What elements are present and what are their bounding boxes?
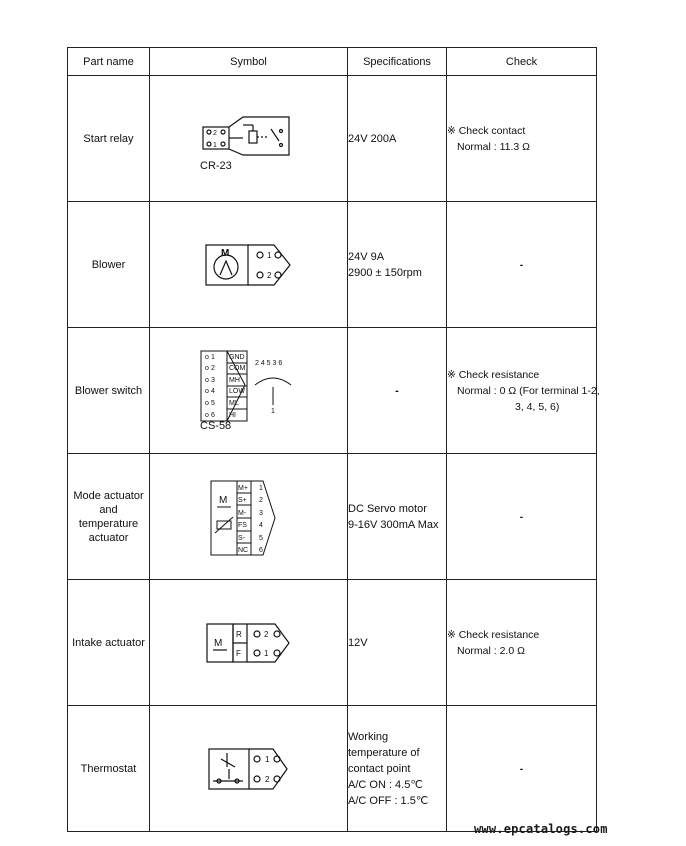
spec-line: contact point	[348, 762, 411, 775]
spec-line: 24V 9A	[348, 250, 385, 263]
symbol-cell	[150, 454, 348, 580]
spec-line: 24V 200A	[348, 132, 397, 145]
table-row	[68, 580, 597, 706]
check-line: ※ Check resistance	[447, 628, 540, 641]
pin-label: FS	[237, 521, 247, 529]
blower-switch-symbol	[199, 349, 299, 423]
check-line: -	[519, 510, 524, 523]
pin-number: 1	[263, 648, 268, 658]
spec-line: A/C ON : 4.5℃	[348, 778, 423, 791]
svg-text:o: o	[204, 376, 209, 384]
symbol-cell	[150, 706, 348, 832]
spec-cell	[348, 76, 447, 202]
svg-text:o: o	[204, 399, 209, 407]
part-name-cell	[68, 202, 150, 328]
spec-line: 12V	[348, 636, 368, 649]
symbol-caption: CS-58	[200, 420, 232, 432]
spec-line: temperature of	[348, 746, 420, 759]
pin-number: 3	[258, 509, 263, 517]
symbol-cell	[150, 328, 348, 454]
spec-cell	[348, 454, 447, 580]
svg-text:1: 1	[266, 250, 271, 260]
part-name-cell	[68, 76, 150, 202]
terminal-label: 5	[210, 399, 215, 407]
terminal-label: 4	[210, 387, 215, 395]
header-specifications: Specifications	[348, 48, 447, 76]
pin-number: 2	[263, 629, 268, 639]
check-line: Normal : 2.0 Ω	[457, 644, 525, 657]
motor-letter: M	[218, 494, 227, 506]
switch-label: GND	[228, 353, 245, 361]
symbol-caption: CR-23	[200, 160, 232, 172]
thermostat-symbol	[207, 747, 291, 791]
header-symbol: Symbol	[150, 48, 348, 76]
part-name: Thermostat	[80, 762, 137, 775]
spec-line: -	[395, 384, 399, 397]
switch-pointer-label: 1	[270, 407, 275, 415]
svg-text:o: o	[204, 353, 209, 361]
pin-number: 6	[258, 546, 263, 554]
switch-label: MH	[228, 376, 240, 384]
check-cell	[447, 706, 597, 832]
spec-cell	[348, 706, 447, 832]
blower-symbol	[204, 243, 294, 287]
table-header-row	[68, 48, 597, 76]
spec-line: A/C OFF : 1.5℃	[348, 794, 429, 807]
header-check: Check	[447, 48, 597, 76]
part-name: Blower switch	[74, 384, 143, 397]
motor-letter: M	[213, 637, 222, 649]
pin-number: 4	[258, 521, 263, 529]
switch-label: LOW	[228, 387, 245, 395]
part-name: Blower	[91, 258, 126, 271]
svg-text:2: 2	[264, 774, 269, 784]
part-name-cell	[68, 706, 150, 832]
check-line: Normal : 11.3 Ω	[457, 140, 531, 153]
watermark: www.epcatalogs.com	[474, 822, 608, 836]
part-name-line: and	[99, 503, 118, 516]
svg-text:o: o	[204, 364, 209, 372]
check-cell	[447, 580, 597, 706]
spec-line: 9-16V 300mA Max	[348, 518, 439, 531]
svg-text:o: o	[204, 387, 209, 395]
check-line: Normal : 0 Ω (For terminal 1-2,	[457, 384, 600, 397]
table-row	[68, 202, 597, 328]
part-name-cell	[68, 454, 150, 580]
symbol-cell	[150, 580, 348, 706]
spec-cell	[348, 202, 447, 328]
pin-label: M+	[237, 484, 248, 492]
svg-text:o: o	[204, 411, 209, 419]
motor-letter: M	[220, 247, 229, 259]
pin-number: 5	[258, 534, 263, 542]
intake-actuator-symbol	[205, 622, 293, 664]
pin-label: F	[235, 648, 241, 658]
symbol-cell	[150, 202, 348, 328]
switch-label: COM	[228, 364, 245, 372]
part-name-cell	[68, 580, 150, 706]
svg-text:2: 2	[266, 270, 271, 280]
check-line: -	[519, 762, 524, 775]
check-line: ※ Check contact	[447, 124, 526, 137]
table-row	[68, 76, 597, 202]
symbol-cell	[150, 76, 348, 202]
pin-label: R	[235, 629, 242, 639]
pin-label: NC	[237, 546, 248, 554]
header-part-name: Part name	[68, 48, 150, 76]
part-name-line: temperature	[78, 517, 139, 530]
terminal-label: 6	[210, 411, 215, 419]
part-name-line: actuator	[88, 531, 129, 544]
pin-label: S-	[237, 534, 245, 542]
pin-label: S+	[237, 496, 247, 504]
spec-line: Working	[348, 730, 389, 743]
part-name: Start relay	[83, 132, 134, 145]
part-name-cell	[68, 328, 150, 454]
table-row	[68, 706, 597, 832]
table-row	[68, 328, 597, 454]
part-name-line: Mode actuator	[73, 489, 144, 502]
spec-line: 2900 ± 150rpm	[348, 266, 422, 279]
check-cell	[447, 328, 600, 454]
check-cell	[447, 454, 597, 580]
spec-line: DC Servo motor	[348, 502, 427, 515]
table-row	[68, 454, 597, 580]
svg-text:1: 1	[264, 754, 269, 764]
check-cell	[447, 76, 597, 202]
pin-number: 2	[258, 496, 263, 504]
switch-label: ML	[228, 399, 239, 407]
svg-text:1: 1	[212, 141, 217, 149]
terminal-label: 2	[210, 364, 215, 372]
switch-positions: 2 4 5 3 6	[254, 359, 282, 367]
spec-cell	[348, 328, 447, 454]
spec-cell	[348, 580, 447, 706]
svg-text:2: 2	[212, 129, 217, 137]
part-name: Intake actuator	[72, 636, 145, 649]
terminal-label: 1	[210, 353, 215, 361]
parts-table	[67, 47, 600, 832]
check-line: 3, 4, 5, 6)	[515, 400, 560, 413]
mode-actuator-symbol	[209, 477, 289, 557]
check-cell	[447, 202, 597, 328]
terminal-label: 3	[210, 376, 215, 384]
check-line: ※ Check resistance	[447, 368, 540, 381]
pin-number: 1	[258, 484, 263, 492]
pin-label: M-	[237, 509, 246, 517]
check-line: -	[519, 258, 524, 271]
switch-label: HI	[228, 411, 236, 419]
